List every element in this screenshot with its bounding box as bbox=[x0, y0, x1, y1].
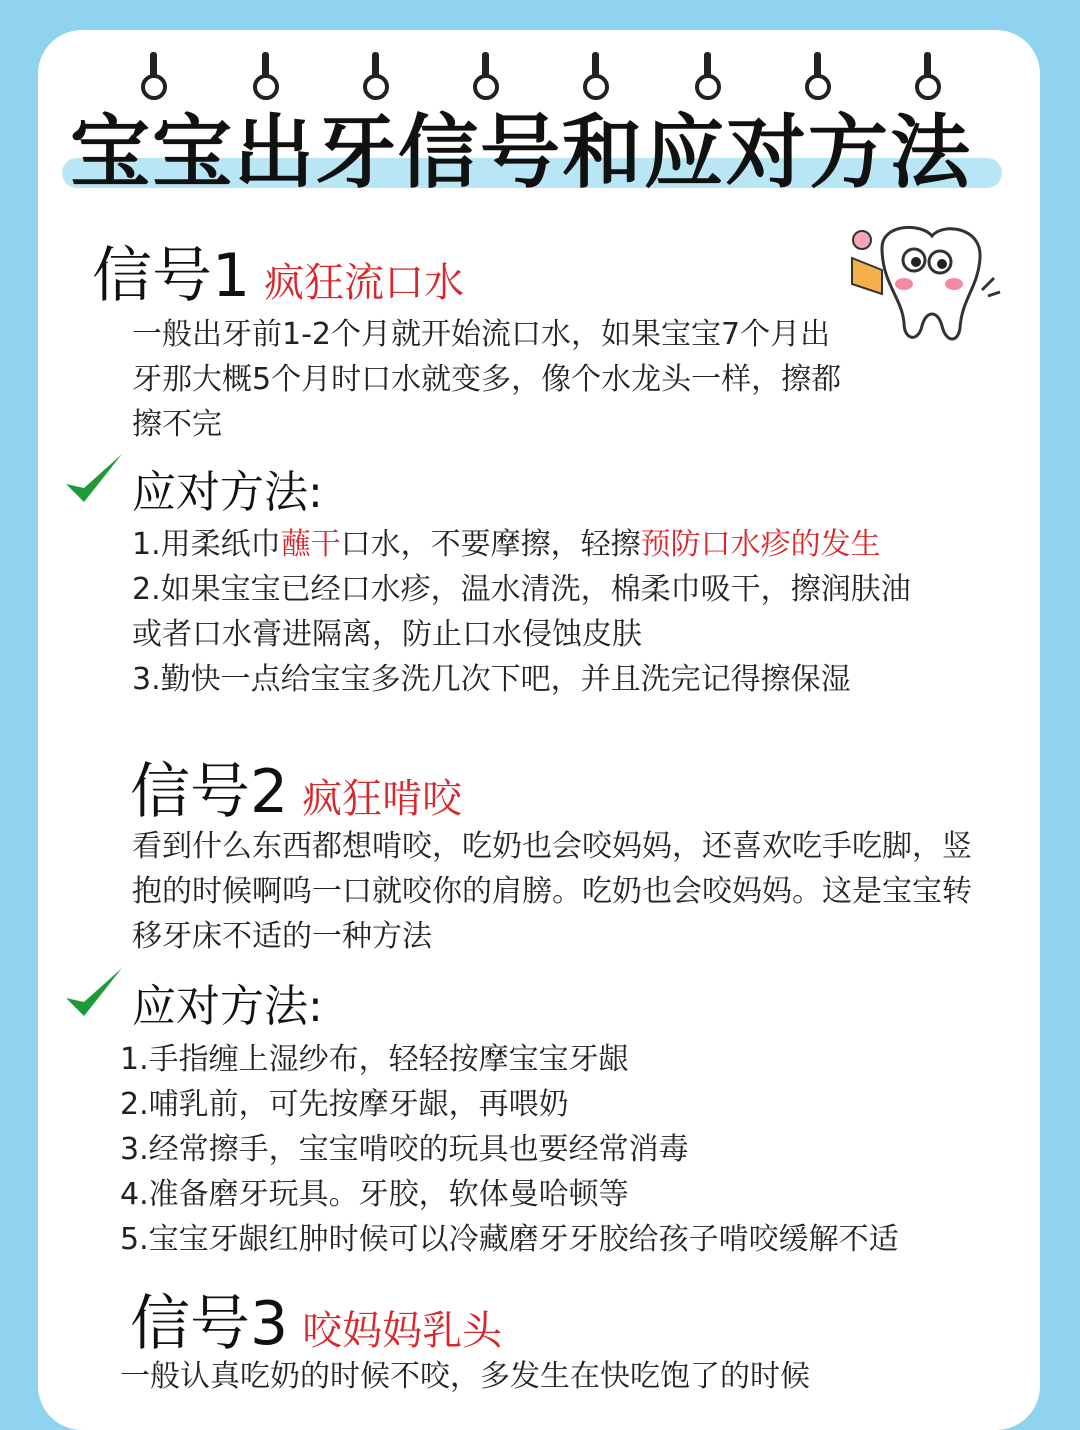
method-line: 2.哺乳前，可先按摩牙龈，再喂奶 bbox=[120, 1087, 569, 1122]
highlight-text: 蘸干 bbox=[280, 527, 341, 562]
method-line: 或者口水膏进隔离，防止口水侵蚀皮肤 bbox=[132, 617, 642, 652]
highlight-text: 预防口水疹的发生 bbox=[640, 527, 881, 562]
signal-3-description bbox=[120, 1354, 810, 1399]
signal-label: 信号2 bbox=[130, 757, 289, 827]
method-line: 1.手指缠上湿纱布，轻轻按摩宝宝牙龈 bbox=[120, 1042, 629, 1077]
description-line: 一般认真吃奶的时候不咬，多发生在快吃饱了的时候 bbox=[120, 1359, 810, 1394]
signal-label: 信号1 bbox=[92, 241, 251, 311]
signal-2-heading bbox=[130, 744, 462, 830]
signal-1-heading bbox=[92, 228, 464, 314]
description-line: 牙那大概5个月时口水就变多，像个水龙头一样，擦都 bbox=[132, 362, 842, 397]
signal-name: 疯狂啃咬 bbox=[302, 776, 463, 822]
signal-2-methods bbox=[120, 1037, 899, 1262]
signal-3-heading bbox=[130, 1276, 502, 1362]
description-line: 移牙床不适的一种方法 bbox=[132, 919, 432, 954]
method-line: 4.准备磨牙玩具。牙胶，软体曼哈顿等 bbox=[120, 1177, 629, 1212]
method-label: 应对方法: bbox=[132, 467, 323, 518]
signal-label: 信号3 bbox=[130, 1289, 289, 1359]
tooth-mascot-icon bbox=[842, 218, 1002, 348]
description-line: 抱的时候啊呜一口就咬你的肩膀。吃奶也会咬妈妈。这是宝宝转 bbox=[132, 874, 972, 909]
description-line: 一般出牙前1-2个月就开始流口水，如果宝宝7个月出 bbox=[132, 317, 831, 352]
signal-name: 疯狂流口水 bbox=[264, 260, 465, 306]
description-line: 看到什么东西都想啃咬，吃奶也会咬妈妈，还喜欢吃手吃脚，竖 bbox=[132, 829, 972, 864]
method-label: 应对方法: bbox=[132, 981, 323, 1032]
signal-1-methods bbox=[132, 522, 911, 702]
checkmark-icon bbox=[62, 962, 126, 1026]
method-line: 3.勤快一点给宝宝多洗几次下吧，并且洗完记得擦保湿 bbox=[132, 662, 851, 697]
signal-2-description bbox=[132, 824, 972, 959]
method-text: 口水，不要摩擦，轻擦 bbox=[340, 527, 641, 562]
signal-name: 咬妈妈乳头 bbox=[302, 1308, 503, 1354]
method-line: 5.宝宝牙龈红肿时候可以冷藏磨牙牙胶给孩子啃咬缓解不适 bbox=[120, 1222, 899, 1257]
method-text: 1.用柔纸巾 bbox=[132, 527, 281, 562]
method-line: 3.经常擦手，宝宝啃咬的玩具也要经常消毒 bbox=[120, 1132, 689, 1167]
checkmark-icon bbox=[62, 448, 126, 512]
description-line: 擦不完 bbox=[132, 407, 222, 442]
method-line: 2.如果宝宝已经口水疹，温水清洗，棉柔巾吸干，擦润肤油 bbox=[132, 572, 911, 607]
method-line bbox=[132, 522, 911, 567]
signal-1-description bbox=[132, 312, 841, 447]
page-title: 宝宝出牙信号和应对方法 bbox=[70, 106, 972, 199]
